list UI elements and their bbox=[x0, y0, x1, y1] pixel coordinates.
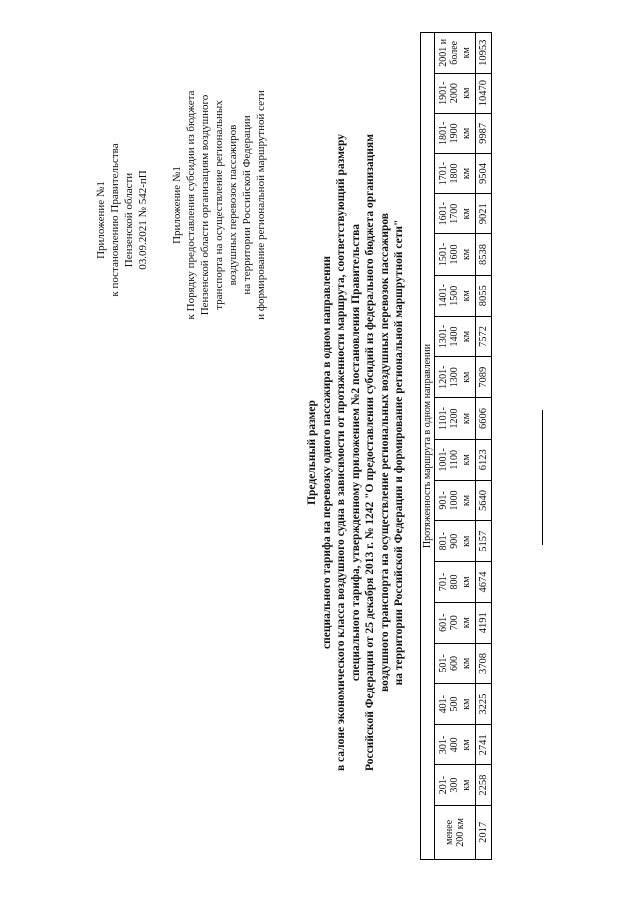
tariff-cell: 8538 bbox=[476, 234, 492, 275]
column-header bbox=[435, 480, 476, 520]
approval-line: к постановлению Правительства bbox=[109, 143, 121, 297]
appendix-line: Пензенской области организациям воздушного bbox=[199, 94, 211, 316]
tariff-cell: 4191 bbox=[476, 602, 492, 643]
tariff-cell: 3708 bbox=[476, 643, 492, 683]
column-header-line: км bbox=[460, 290, 472, 302]
column-header-line: км bbox=[460, 494, 472, 507]
column-header-line: км bbox=[460, 617, 472, 629]
title-line: на территории Российской Федерации и формирование региональной маршрутной сети" bbox=[393, 219, 405, 686]
column-header bbox=[435, 234, 476, 275]
column-header-line: 1600 bbox=[449, 244, 461, 265]
column-header-line: 300 bbox=[449, 777, 461, 793]
column-header bbox=[435, 521, 476, 562]
column-header-line: 400 bbox=[449, 737, 461, 753]
column-header-line: 1000 bbox=[449, 490, 461, 511]
column-header bbox=[435, 765, 476, 805]
tariff-cell: 8055 bbox=[476, 275, 492, 316]
column-header-line: км bbox=[460, 779, 472, 791]
column-header-line: 1101- bbox=[437, 407, 449, 430]
appendix-block bbox=[170, 40, 268, 370]
tariff-cell: 9021 bbox=[476, 194, 492, 234]
approval-block bbox=[94, 65, 150, 375]
column-header bbox=[435, 602, 476, 643]
column-header-line: 1601- bbox=[437, 202, 449, 226]
column-header-line: 301- bbox=[437, 735, 449, 755]
appendix-line: на территории Российской Федерации bbox=[241, 115, 253, 295]
column-header bbox=[435, 643, 476, 683]
tariff-cell: 9504 bbox=[476, 153, 492, 193]
column-header-line: км bbox=[460, 208, 472, 220]
tariff-cell: 6123 bbox=[476, 439, 492, 480]
column-header-line: 1500 bbox=[449, 285, 461, 306]
title-line: Российской Федерации от 25 декабря 2013 г. № 1242 "О предоставлении субсидий из федерального бюджета организациям bbox=[364, 134, 376, 772]
tariff-cell: 10953 bbox=[476, 33, 492, 74]
column-header-line: 1801- bbox=[437, 121, 449, 146]
column-header bbox=[435, 398, 476, 439]
column-header bbox=[435, 805, 476, 859]
column-header-line: 1400 bbox=[449, 326, 461, 347]
column-header-line: 1100 bbox=[449, 449, 461, 470]
column-header bbox=[435, 725, 476, 765]
column-header-line: км bbox=[460, 330, 472, 343]
column-header-line: 900 bbox=[449, 533, 461, 549]
column-header-line: 1301- bbox=[437, 324, 449, 349]
appendix-line: к Порядку предоставления субсидии из бюджета bbox=[185, 90, 197, 320]
title-line: специального тарифа на перевозку одного пассажира в одном направлении bbox=[320, 256, 333, 649]
title-line: специального тарифа, утвержденному приложением №2 постановления Правительства bbox=[349, 223, 362, 682]
column-header-line: 901- bbox=[437, 491, 449, 510]
column-header bbox=[435, 73, 476, 113]
approval-line: Приложение №1 bbox=[95, 181, 107, 259]
tariff-cell: 6606 bbox=[476, 398, 492, 439]
title-line: воздушного транспорта на осуществление региональных воздушных перевозок пассажиров bbox=[378, 212, 391, 693]
column-header-line: 1900 bbox=[449, 123, 461, 144]
table-header-row bbox=[435, 33, 476, 860]
column-header-line: 1701- bbox=[437, 161, 449, 186]
column-header-line: км bbox=[460, 412, 472, 425]
column-header bbox=[435, 316, 476, 356]
column-header-line: км bbox=[460, 371, 472, 383]
column-header-line: более bbox=[449, 40, 461, 65]
column-header-line: 1800 bbox=[449, 163, 461, 184]
tariff-cell: 7572 bbox=[476, 316, 492, 356]
appendix-line: Приложение №1 bbox=[171, 166, 183, 244]
column-header-line: км bbox=[460, 87, 472, 99]
column-header-line: 201- bbox=[437, 775, 449, 795]
tariff-cell: 10470 bbox=[476, 73, 492, 113]
column-header-line: 501- bbox=[437, 654, 449, 673]
column-header-line: 1401- bbox=[437, 284, 449, 308]
tariff-cell: 3225 bbox=[476, 684, 492, 725]
appendix-line: транспорта на осуществление региональных bbox=[213, 100, 225, 310]
tariff-cell: 4674 bbox=[476, 562, 492, 602]
column-header-line: 2001 и bbox=[437, 38, 449, 67]
tariff-cell: 5640 bbox=[476, 480, 492, 520]
column-header-line: 200 км bbox=[455, 818, 466, 847]
column-header-line: км bbox=[460, 167, 472, 180]
document-title bbox=[305, 50, 407, 855]
tariff-cell: 7089 bbox=[476, 357, 492, 398]
column-header-line: 800 bbox=[449, 574, 461, 590]
column-header-line: 500 bbox=[449, 696, 461, 712]
column-header-line: км bbox=[460, 248, 472, 261]
title-line: Предельный размер bbox=[306, 400, 318, 505]
column-header-line: 1300 bbox=[449, 367, 461, 388]
column-header bbox=[435, 562, 476, 602]
column-header-line: км bbox=[460, 698, 472, 710]
divider-line bbox=[542, 410, 543, 545]
column-header bbox=[435, 275, 476, 316]
column-header-line: км bbox=[460, 657, 472, 670]
column-header-line: менее bbox=[443, 819, 455, 845]
title-line: в салоне экономического класса воздушного судна в зависимости от протяженности маршрута, соответствующий размеру bbox=[335, 133, 347, 772]
column-header-line: 1201- bbox=[437, 365, 449, 389]
table-group-header-row bbox=[421, 33, 435, 860]
tariff-cell: 5157 bbox=[476, 521, 492, 562]
table-group-header: Протяженность маршрута в одном направлении bbox=[421, 33, 435, 860]
column-header-line: 1901- bbox=[437, 81, 449, 105]
column-header-line: 1501- bbox=[437, 242, 449, 267]
tariff-cell: 9987 bbox=[476, 113, 492, 153]
column-header bbox=[435, 684, 476, 725]
column-header-line: 1001- bbox=[437, 448, 449, 472]
approval-line: 03.09.2021 № 542-пП bbox=[137, 170, 149, 270]
column-header-line: км bbox=[460, 535, 472, 547]
column-header-line: 701- bbox=[437, 572, 449, 592]
column-header-line: 1200 bbox=[449, 408, 461, 429]
column-header-line: 600 bbox=[449, 655, 461, 671]
column-header-line: 1700 bbox=[449, 203, 461, 224]
column-header-line: км bbox=[460, 576, 472, 588]
column-header bbox=[435, 113, 476, 153]
tariff-cell: 2741 bbox=[476, 725, 492, 765]
tariff-cell: 2258 bbox=[476, 765, 492, 805]
approval-line: Пензенской области bbox=[123, 172, 135, 268]
column-header bbox=[435, 194, 476, 234]
appendix-line: воздушных перевозок пассажиров bbox=[227, 124, 239, 286]
appendix-line: и формирование региональной маршрутной сети bbox=[255, 90, 267, 320]
tariff-cell: 2017 bbox=[476, 805, 492, 859]
table-row bbox=[476, 33, 492, 860]
column-header-line: 2000 bbox=[449, 83, 461, 104]
column-header-line: км bbox=[460, 739, 472, 751]
column-header-line: км bbox=[460, 127, 472, 139]
column-header-line: 401- bbox=[437, 695, 449, 714]
column-header bbox=[435, 357, 476, 398]
column-header-line: 601- bbox=[437, 613, 449, 632]
column-header-line: 801- bbox=[437, 532, 449, 551]
column-header-line: км bbox=[460, 454, 472, 466]
column-header bbox=[435, 33, 476, 74]
column-header bbox=[435, 439, 476, 480]
column-header-line: 700 bbox=[449, 615, 461, 631]
column-header-line: км bbox=[460, 47, 472, 59]
column-header bbox=[435, 153, 476, 193]
tariff-table bbox=[420, 32, 492, 860]
